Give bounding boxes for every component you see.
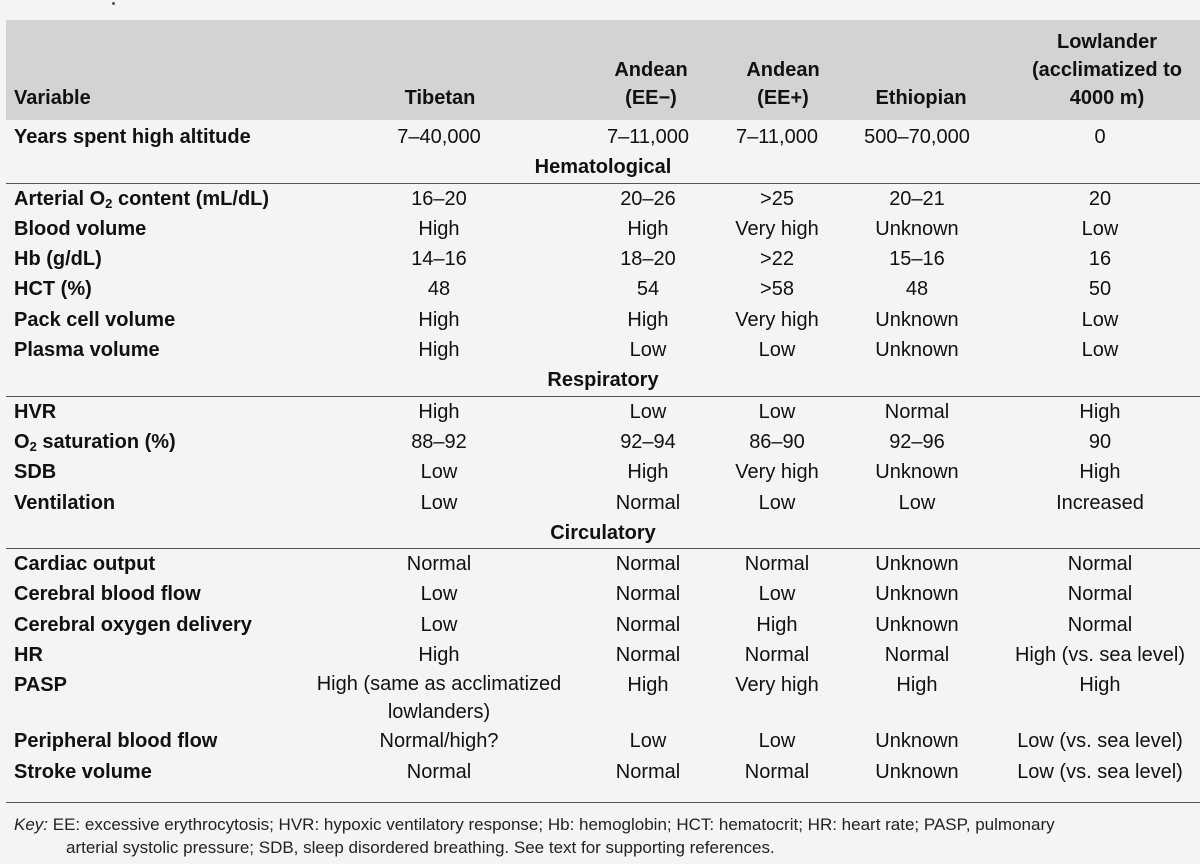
value-cell: High [896, 674, 938, 697]
value-cell: Low (vs. sea level) [1017, 730, 1183, 753]
value-cell: Normal [884, 644, 950, 667]
value-cell: Unknown [875, 613, 959, 636]
variable-label: Cerebral blood flow [14, 583, 201, 606]
value-cell: Normal [884, 400, 950, 423]
variable-cell [6, 549, 302, 580]
value-cell: >22 [760, 248, 794, 271]
value-cell: Unknown [875, 461, 959, 484]
table-row [6, 670, 1200, 726]
table-row [6, 757, 1200, 787]
value-cell: 88–92 [411, 430, 467, 453]
value-cell: Unknown [875, 760, 959, 783]
section-row [6, 365, 1200, 396]
value-cell: Normal [744, 553, 810, 576]
data-table [6, 122, 1200, 787]
table-row [6, 335, 1200, 365]
value-cell: High [627, 308, 669, 331]
value-cell: High (vs. sea level) [1014, 644, 1186, 667]
header-variable: Variable [14, 87, 91, 109]
variable-label: Arterial O [14, 187, 106, 210]
variable-label: Ventilation [14, 491, 116, 514]
value-cell: 20–21 [889, 187, 945, 210]
variable-label: Years spent high altitude [14, 126, 251, 148]
header-lowlander-line2: (acclimatized to [1031, 59, 1183, 81]
value-cell: Normal [744, 644, 810, 667]
header-lowlander [1016, 28, 1198, 112]
value-cell: Normal [1067, 613, 1133, 636]
value-cell: Normal [1067, 553, 1133, 576]
value-cell: Very high [735, 461, 819, 484]
table-row [6, 122, 1200, 152]
value-cell: Normal [406, 553, 472, 576]
value-cell: 92–96 [889, 430, 945, 453]
table-row [6, 640, 1200, 670]
table-body [6, 122, 1200, 787]
header-andean-ee-pos-line1: Andean [746, 59, 820, 81]
value-cell: Very high [735, 217, 819, 240]
value-cell: High [418, 644, 460, 667]
table-row [6, 488, 1200, 518]
value-cell: Normal [406, 760, 472, 783]
variable-label: Cardiac output [14, 553, 156, 576]
value-cell: 50 [1088, 278, 1112, 301]
value-cell: 0 [1094, 126, 1106, 148]
value-cell: Low [420, 461, 458, 484]
section-title: Circulatory [6, 518, 1200, 549]
table-row [6, 579, 1200, 609]
value-cell: Low [758, 339, 796, 362]
value-cell: High [627, 217, 669, 240]
value-cell: High [627, 461, 669, 484]
variable-cell [6, 122, 302, 152]
value-cell: Low [420, 491, 458, 514]
value-cell: High [1079, 461, 1121, 484]
variable-label-rest: content (mL/dL) [112, 187, 270, 210]
value-cell: Low [758, 400, 796, 423]
table-row [6, 726, 1200, 756]
header-ethiopian: Ethiopian [875, 87, 967, 109]
value-cell: Low [758, 491, 796, 514]
value-cell: 16 [1088, 248, 1112, 271]
value-cell: Low [898, 491, 936, 514]
section-row [6, 152, 1200, 183]
value-cell: Unknown [875, 730, 959, 753]
variable-cell [6, 610, 302, 640]
value-cell: Low [629, 339, 667, 362]
table-key [14, 813, 1190, 859]
header-andean-ee-pos [718, 56, 848, 112]
table-row [6, 214, 1200, 244]
variable-cell [6, 427, 302, 457]
header-lowlander-line3: 4000 m) [1069, 87, 1145, 109]
variable-label: Stroke volume [14, 760, 152, 783]
variable-cell [6, 488, 302, 518]
value-cell: 92–94 [620, 430, 676, 453]
value-cell: Normal [615, 583, 681, 606]
key-prefix: Key: [14, 815, 49, 834]
variable-label: HR [14, 644, 43, 667]
value-cell: 54 [636, 278, 660, 301]
value-cell: 500–70,000 [864, 126, 970, 148]
table-row [6, 427, 1200, 457]
value-cell: 48 [427, 278, 451, 301]
value-cell: High (same as acclimatized lowlanders) [316, 673, 562, 724]
variable-label: Cerebral oxygen delivery [14, 613, 252, 636]
value-cell: Normal/high? [379, 730, 499, 753]
header-tibetan: Tibetan [404, 87, 476, 109]
value-cell: 18–20 [620, 248, 676, 271]
value-cell: 20–26 [620, 187, 676, 210]
value-cell: Normal [615, 613, 681, 636]
table-row [6, 610, 1200, 640]
header-lowlander-line1: Lowlander [1056, 31, 1157, 53]
value-cell: Low [1081, 339, 1119, 362]
table-row [6, 244, 1200, 274]
value-cell: High [1079, 674, 1121, 697]
table-row [6, 274, 1200, 304]
value-cell: Low [420, 583, 458, 606]
variable-label: HCT (%) [14, 278, 92, 301]
variable-cell [6, 579, 302, 609]
header-andean-ee-neg-line1: Andean [614, 59, 688, 81]
value-cell: Normal [615, 760, 681, 783]
value-cell: Low [758, 730, 796, 753]
value-cell: Normal [744, 760, 810, 783]
value-cell: Low [1081, 308, 1119, 331]
section-title: Respiratory [6, 365, 1200, 396]
value-cell: High [418, 400, 460, 423]
value-cell: 16–20 [411, 187, 467, 210]
variable-subscript: 2 [105, 195, 113, 211]
value-cell: 15–16 [889, 248, 945, 271]
variable-cell [6, 726, 302, 756]
value-cell: >58 [760, 278, 794, 301]
variable-label: PASP [14, 674, 67, 697]
variable-subscript: 2 [29, 438, 37, 454]
variable-label: Hb (g/dL) [14, 248, 102, 271]
value-cell: 7–11,000 [736, 126, 818, 148]
variable-cell [6, 274, 302, 304]
variable-label: Blood volume [14, 217, 147, 240]
value-cell: Unknown [875, 217, 959, 240]
value-cell: High [418, 339, 460, 362]
value-cell: 90 [1088, 430, 1112, 453]
value-cell: High [418, 308, 460, 331]
variable-label: HVR [14, 400, 57, 423]
value-cell: 14–16 [411, 248, 467, 271]
value-cell: >25 [760, 187, 794, 210]
table-header [6, 20, 1200, 120]
value-cell: Low [758, 583, 796, 606]
table-row [6, 396, 1200, 427]
value-cell: Normal [615, 644, 681, 667]
variable-label: SDB [14, 461, 57, 484]
section-title: Hematological [6, 152, 1200, 183]
value-cell: 48 [905, 278, 929, 301]
value-cell: High [756, 613, 798, 636]
value-cell: 7–11,000 [607, 126, 689, 148]
value-cell: Unknown [875, 583, 959, 606]
value-cell: Low [1081, 217, 1119, 240]
variable-cell [6, 214, 302, 244]
key-line1: EE: excessive erythrocytosis; HVR: hypoxic ventilatory response; Hb: hemoglobin; HCT: hematocrit; HR: heart rate; PASP, pulmonary [48, 815, 1055, 834]
value-cell: High [418, 217, 460, 240]
variable-label: Plasma volume [14, 339, 160, 362]
value-cell: Low (vs. sea level) [1017, 760, 1183, 783]
variable-label: Pack cell volume [14, 308, 176, 331]
variable-cell [6, 183, 302, 214]
value-cell: Unknown [875, 308, 959, 331]
variable-cell [6, 640, 302, 670]
value-cell: High [1079, 400, 1121, 423]
variable-label: Peripheral blood flow [14, 730, 218, 753]
header-andean-ee-neg-line2: (EE−) [625, 87, 677, 109]
variable-cell [6, 305, 302, 335]
value-cell: 7–40,000 [397, 126, 481, 148]
table-row [6, 305, 1200, 335]
section-row [6, 518, 1200, 549]
variable-cell [6, 670, 302, 726]
table-row [6, 549, 1200, 580]
value-cell: Low [629, 730, 667, 753]
variable-cell [6, 244, 302, 274]
value-cell: 86–90 [749, 430, 805, 453]
value-cell: Increased [1056, 491, 1144, 514]
header-andean-ee-pos-line2: (EE+) [757, 87, 809, 109]
table-row [6, 457, 1200, 487]
variable-cell [6, 457, 302, 487]
variable-label: O [14, 430, 30, 453]
value-cell: 20 [1088, 187, 1112, 210]
value-cell: Low [629, 400, 667, 423]
value-cell: Very high [735, 674, 819, 697]
value-cell: Very high [735, 308, 819, 331]
value-cell: Unknown [875, 339, 959, 362]
variable-cell [6, 757, 302, 787]
value-cell: Normal [615, 553, 681, 576]
value-cell: Normal [1067, 583, 1133, 606]
value-cell: High [627, 674, 669, 697]
stray-dot [112, 2, 115, 5]
header-andean-ee-neg [586, 56, 716, 112]
table-row [6, 183, 1200, 214]
bottom-rule [6, 802, 1200, 803]
variable-cell [6, 335, 302, 365]
value-cell: Unknown [875, 553, 959, 576]
variable-label-rest: saturation (%) [36, 430, 176, 453]
key-line2: arterial systolic pressure; SDB, sleep disordered breathing. See text for supporting references. [66, 838, 775, 857]
value-cell: Low [420, 613, 458, 636]
value-cell: Normal [615, 491, 681, 514]
variable-cell [6, 396, 302, 427]
